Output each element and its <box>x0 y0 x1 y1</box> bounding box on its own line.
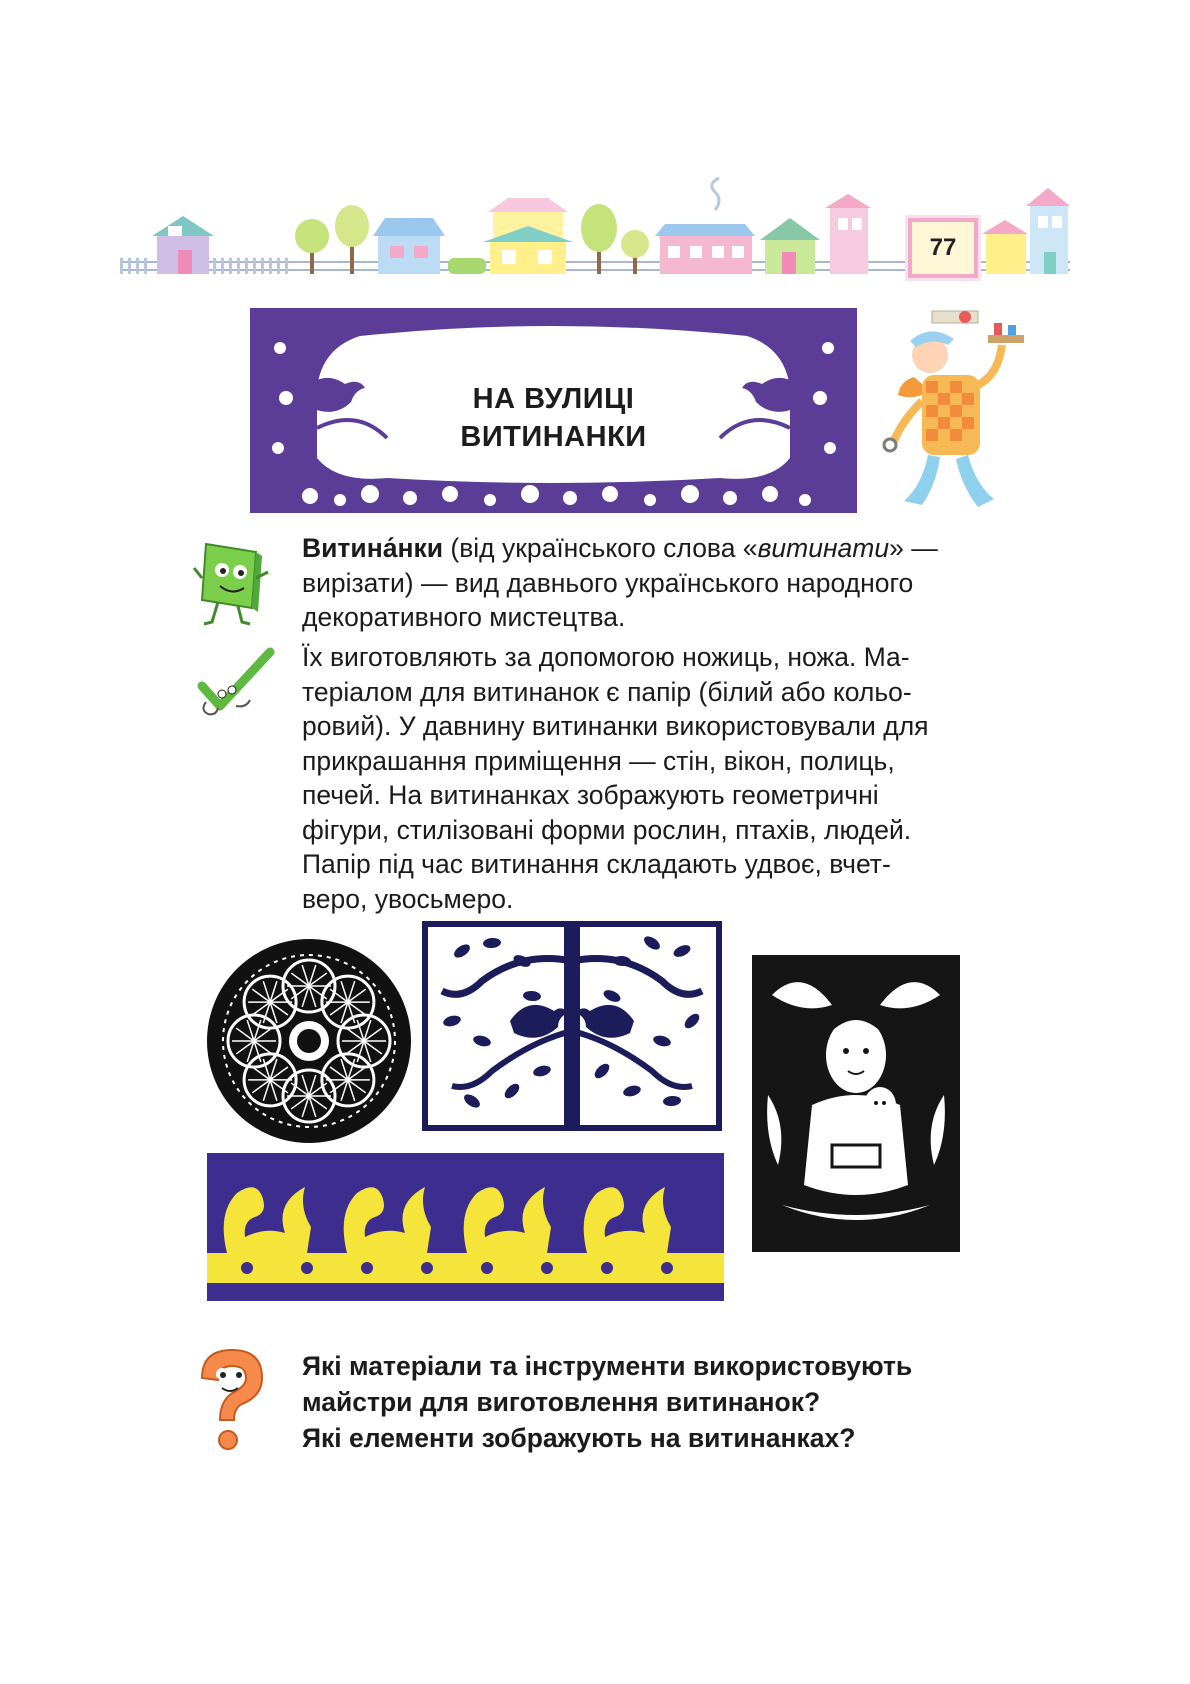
description-line: ровий). У давнину витинанки використовували для <box>302 711 929 741</box>
yellow-swans-border-cutout <box>207 1153 724 1301</box>
question-line: Які матеріали та інструменти використовують <box>302 1351 913 1381</box>
description-line: прикрашання приміщення — стін, вікон, полиць, <box>302 745 895 776</box>
definition-paragraph <box>302 531 962 635</box>
term-vytynanky: Витина́нки <box>302 533 444 563</box>
question-mark-character-icon <box>192 1348 264 1450</box>
mother-and-child-cutout <box>752 955 960 1252</box>
description-paragraph <box>302 640 962 916</box>
description-line: печей. На витинанках зображують геометричні <box>302 780 879 810</box>
page-title <box>250 380 857 456</box>
italic-word: витинати <box>757 533 890 563</box>
definition-text-part-1: (від українського слова « <box>443 533 758 563</box>
questions-paragraph <box>302 1348 962 1456</box>
description-line: Папір під час витинання складають удвоє, вчет- <box>302 849 891 879</box>
description-line: веро, увосьмеро. <box>302 883 514 914</box>
definition-line-3: декоративного мистецтва. <box>302 602 626 632</box>
page-number-badge <box>908 218 978 278</box>
definition-text-part-2: » — <box>889 533 938 563</box>
definition-line-2: вирізати) — вид давнього українського народного <box>302 567 914 598</box>
title-line-2: ВИТИНАНКИ <box>460 421 647 453</box>
checkmark-pencil-icon <box>196 646 276 718</box>
title-line-1: НА ВУЛИЦІ <box>472 383 635 415</box>
book-character-icon <box>190 538 272 628</box>
description-line: фігури, стилізовані форми рослин, птахів, людей. <box>302 814 912 845</box>
question-line: майстри для виготовлення витинанок? <box>302 1387 821 1417</box>
street-of-houses-illustration <box>0 0 1190 300</box>
description-line: Їх виготовляють за допомогою ножиць, ножа. Ма- <box>302 642 910 672</box>
page-number: 77 <box>929 234 957 261</box>
circular-rosette-cutout <box>205 937 413 1145</box>
clown-with-scissors-icon <box>870 305 1030 515</box>
title-banner <box>250 308 857 513</box>
tree-of-life-with-birds-cutout <box>422 921 722 1131</box>
question-line: Які елементи зображують на витинанках? <box>302 1423 856 1453</box>
description-line: теріалом для витинанок є папір (білий або кольо- <box>302 676 912 707</box>
